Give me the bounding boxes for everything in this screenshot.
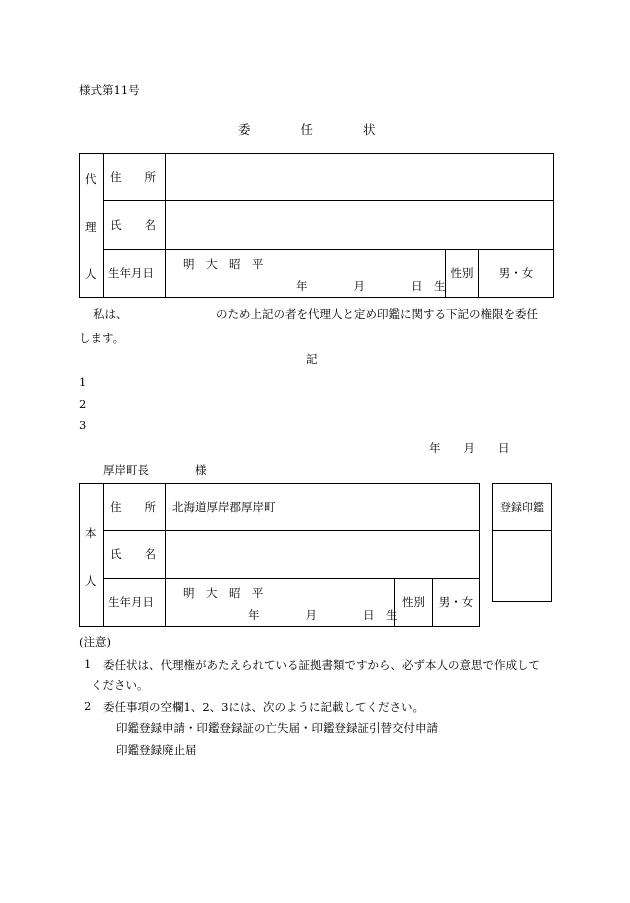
agent-birth-field[interactable] <box>166 249 446 297</box>
agent-date-units: 年 月 日 生 <box>296 278 446 293</box>
principal-birth-field[interactable] <box>166 578 398 626</box>
agent-sex-options[interactable]: 男・女 <box>479 249 554 297</box>
note-example-2: 印鑑登録廃止届 <box>116 743 197 757</box>
note1-line1: 委任状は、代理権があたえられている証拠書類ですから、必ず本人の意思で作成して <box>103 658 540 672</box>
principal-era-options: 明 大 昭 平 <box>183 585 264 600</box>
notes-heading: (注意) <box>79 635 111 649</box>
principal-birth-label: 生年月日 <box>104 578 166 626</box>
seal-box-stamp-area[interactable] <box>493 531 552 602</box>
agent-table <box>79 153 554 298</box>
document-title: 委 任 状 <box>238 122 376 137</box>
principal-label-char-2: 人 <box>85 574 97 588</box>
note2-text: 委任事項の空欄1、2、3には、次のように記載してください。 <box>103 700 424 714</box>
item-3: 3 <box>79 418 87 432</box>
form-number: 様式第11号 <box>79 83 140 97</box>
delegation-start: 私は、 <box>93 307 128 321</box>
agent-address-field[interactable] <box>166 154 554 201</box>
agent-address-label: 住 所 <box>104 154 166 201</box>
delegation-end: のため上記の者を代理人と定め印鑑に関する下記の権限を委任 <box>216 307 538 321</box>
agent-label-char-3: 人 <box>85 267 97 281</box>
agent-birth-label: 生年月日 <box>104 249 166 297</box>
addressee: 厚岸町長 様 <box>103 463 207 477</box>
agent-name-field[interactable] <box>166 201 554 249</box>
agent-label-char-1: 代 <box>85 172 97 186</box>
agent-era-options: 明 大 昭 平 <box>183 256 264 271</box>
principal-address-label: 住 所 <box>104 484 166 531</box>
principal-date-units: 年 月 日 生 <box>248 607 398 622</box>
principal-name-label: 氏 名 <box>104 531 166 578</box>
principal-sex-label: 性別 <box>395 578 433 626</box>
principal-sex-options[interactable]: 男・女 <box>433 578 480 626</box>
note1-line2: ください。 <box>91 678 149 692</box>
agent-group-label <box>80 154 104 298</box>
note2-number: 2 <box>84 699 92 713</box>
agent-sex-label: 性別 <box>446 249 479 297</box>
ki-heading: 記 <box>306 352 318 366</box>
delegation-line2: します。 <box>79 331 125 345</box>
principal-address-field[interactable]: 北海道厚岸郡厚岸町 <box>166 484 480 531</box>
principal-name-field[interactable] <box>166 531 480 578</box>
date-line: 年 月 日 <box>429 441 510 455</box>
seal-box-label: 登録印鑑 <box>493 484 552 531</box>
agent-label-char-2: 理 <box>85 220 97 234</box>
seal-box <box>492 483 552 602</box>
note1-number: 1 <box>84 657 92 671</box>
principal-table <box>79 483 480 627</box>
item-1: 1 <box>79 375 87 389</box>
principal-label-char-1: 本 <box>85 526 97 540</box>
agent-name-label: 氏 名 <box>104 201 166 249</box>
principal-group-label <box>80 484 104 627</box>
item-2: 2 <box>79 397 87 411</box>
note-example-1: 印鑑登録申請・印鑑登録証の亡失届・印鑑登録証引替交付申請 <box>116 721 438 735</box>
